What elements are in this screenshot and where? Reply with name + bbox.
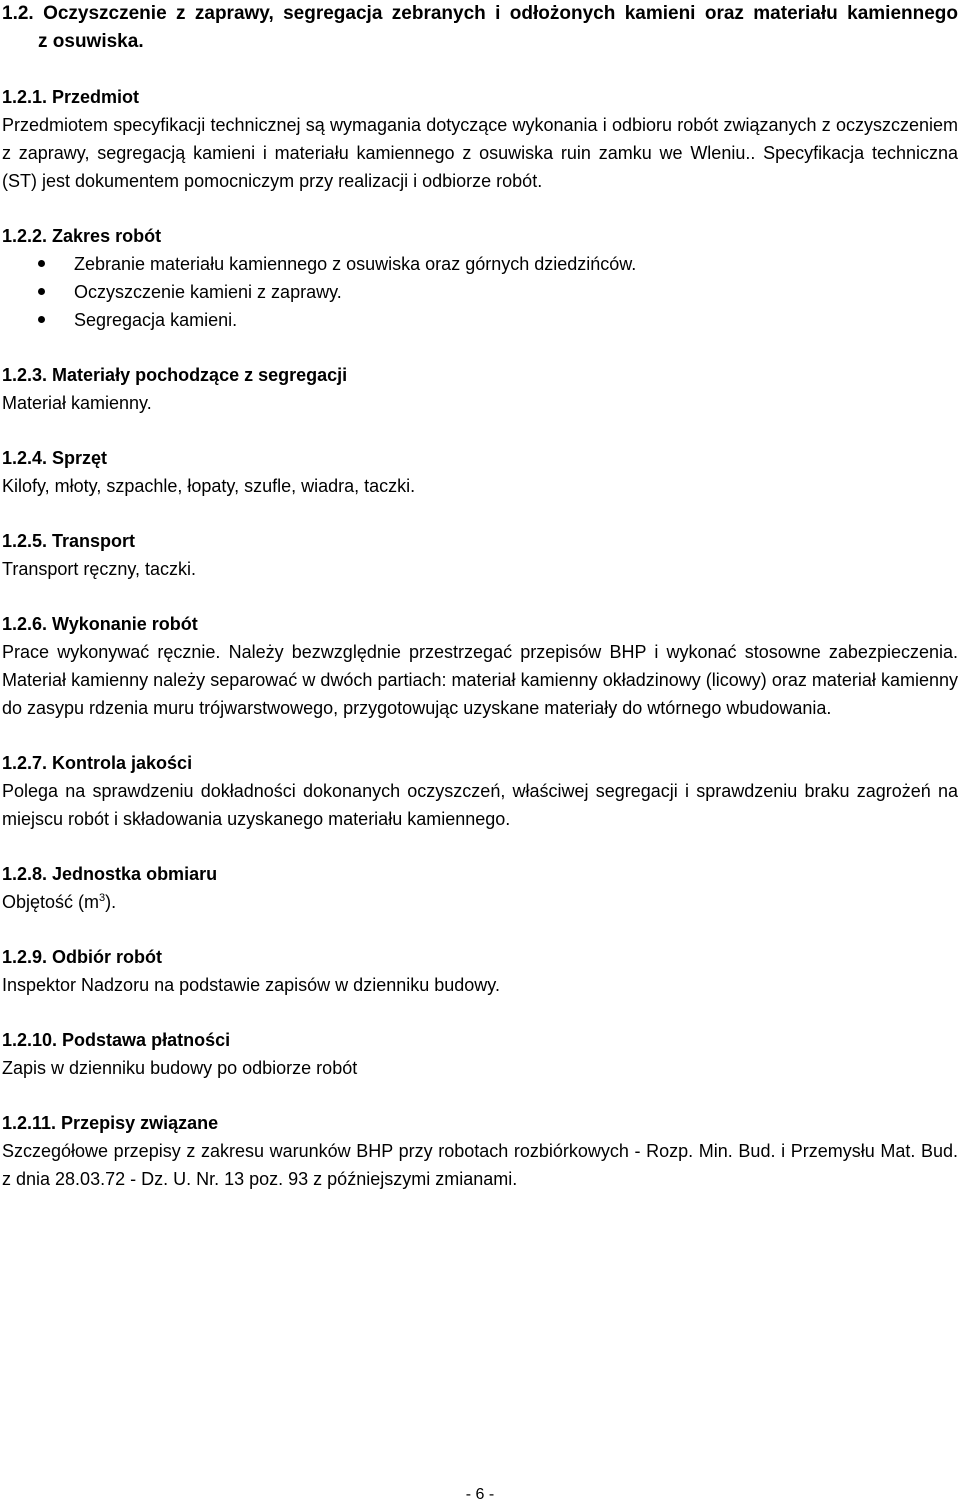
list-item: [2, 250, 958, 278]
bullet-icon: [38, 288, 45, 295]
chapter-title-line-1: 1.2. Oczyszczenie z zaprawy, segregacja zebranych i odłożonych kamieni oraz materiału kamiennego: [2, 3, 958, 24]
section-heading: 1.2.10. Podstawa płatności: [2, 1030, 231, 1050]
section-podstawa-platnosci: [2, 1026, 958, 1082]
section-jednostka-obmiaru: [2, 860, 958, 916]
section-heading: 1.2.5. Transport: [2, 531, 136, 551]
list-item-text: Segregacja kamieni.: [74, 310, 238, 330]
list-item-text: Oczyszczenie kamieni z zaprawy.: [74, 282, 342, 302]
section-transport: [2, 527, 958, 583]
list-item-text: Zebranie materiału kamiennego z osuwiska oraz górnych dziedzińców.: [74, 254, 637, 274]
section-materialy: [2, 361, 958, 417]
bullet-list: [2, 250, 958, 334]
list-item: [2, 306, 958, 334]
section-paragraph: Prace wykonywać ręcznie. Należy bezwzględnie przestrzegać przepisów BHP i wykonać stosowne zabezpieczenia. Materiał kamienny należy separować w dwóch partiach: materiał kamienny okładzinowy (licowy) oraz materiał kamienny do zasypu rdzenia muru trójwarstwowego, przygotowując uzyskane materiały do wtórnego wbudowania.: [2, 642, 958, 718]
section-paragraph: Inspektor Nadzoru na podstawie zapisów w dzienniku budowy.: [2, 975, 500, 995]
section-paragraph: Materiał kamienny.: [2, 393, 152, 413]
list-item: [2, 278, 958, 306]
section-przepisy-zwiazane: [2, 1109, 958, 1193]
section-odbior-robot: [2, 943, 958, 999]
unit-text-end: ).: [105, 892, 117, 912]
unit-superscript: 3: [99, 892, 106, 904]
section-paragraph: Kilofy, młoty, szpachle, łopaty, szufle, wiadra, taczki.: [2, 476, 416, 496]
chapter-title: [2, 0, 958, 56]
section-heading: 1.2.6. Wykonanie robót: [2, 614, 198, 634]
bullet-icon: [38, 260, 45, 267]
section-paragraph: Zapis w dzienniku budowy po odbiorze robót: [2, 1058, 358, 1078]
section-heading: 1.2.3. Materiały pochodzące z segregacji: [2, 365, 348, 385]
section-heading: 1.2.4. Sprzęt: [2, 448, 108, 468]
section-heading: 1.2.11. Przepisy związane: [2, 1113, 219, 1133]
document-page: [2, 0, 958, 1220]
section-heading: 1.2.9. Odbiór robót: [2, 947, 163, 967]
section-sprzet: [2, 444, 958, 500]
section-wykonanie-robot: [2, 610, 958, 722]
section-heading: 1.2.1. Przedmiot: [2, 87, 140, 107]
section-heading: 1.2.8. Jednostka obmiaru: [2, 864, 218, 884]
section-heading: 1.2.2. Zakres robót: [2, 226, 162, 246]
unit-text: Objętość (m: [2, 892, 100, 912]
section-heading: 1.2.7. Kontrola jakości: [2, 753, 193, 773]
section-zakres-robot: [2, 222, 958, 334]
section-paragraph: [2, 888, 958, 916]
section-paragraph: Polega na sprawdzeniu dokładności dokonanych oczyszczeń, właściwej segregacji i sprawdzeniu braku zagrożeń na miejscu robót i składowania uzyskanego materiału kamiennego.: [2, 781, 958, 829]
section-paragraph: Transport ręczny, taczki.: [2, 559, 197, 579]
section-przedmiot: [2, 83, 958, 195]
section-paragraph: Szczegółowe przepisy z zakresu warunków BHP przy robotach rozbiórkowych - Rozp. Min. Bud. i Przemysłu Mat. Bud. z dnia 28.03.72 - Dz. U. Nr. 13 poz. 93 z późniejszymi zmianami.: [2, 1141, 958, 1189]
page-number: - 6 -: [465, 1486, 495, 1503]
bullet-icon: [38, 316, 45, 323]
chapter-title-line-2: z osuwiska.: [38, 31, 144, 52]
section-paragraph: Przedmiotem specyfikacji technicznej są wymagania dotyczące wykonania i odbioru robót związanych z oczyszczeniem z zaprawy, segregacją kamieni i materiału kamiennego z osuwiska ruin zamku we Wleniu.. Specyfikacja techniczna (ST) jest dokumentem pomocniczym przy realizacji i odbiorze robót.: [2, 115, 958, 191]
section-kontrola-jakosci: [2, 749, 958, 833]
